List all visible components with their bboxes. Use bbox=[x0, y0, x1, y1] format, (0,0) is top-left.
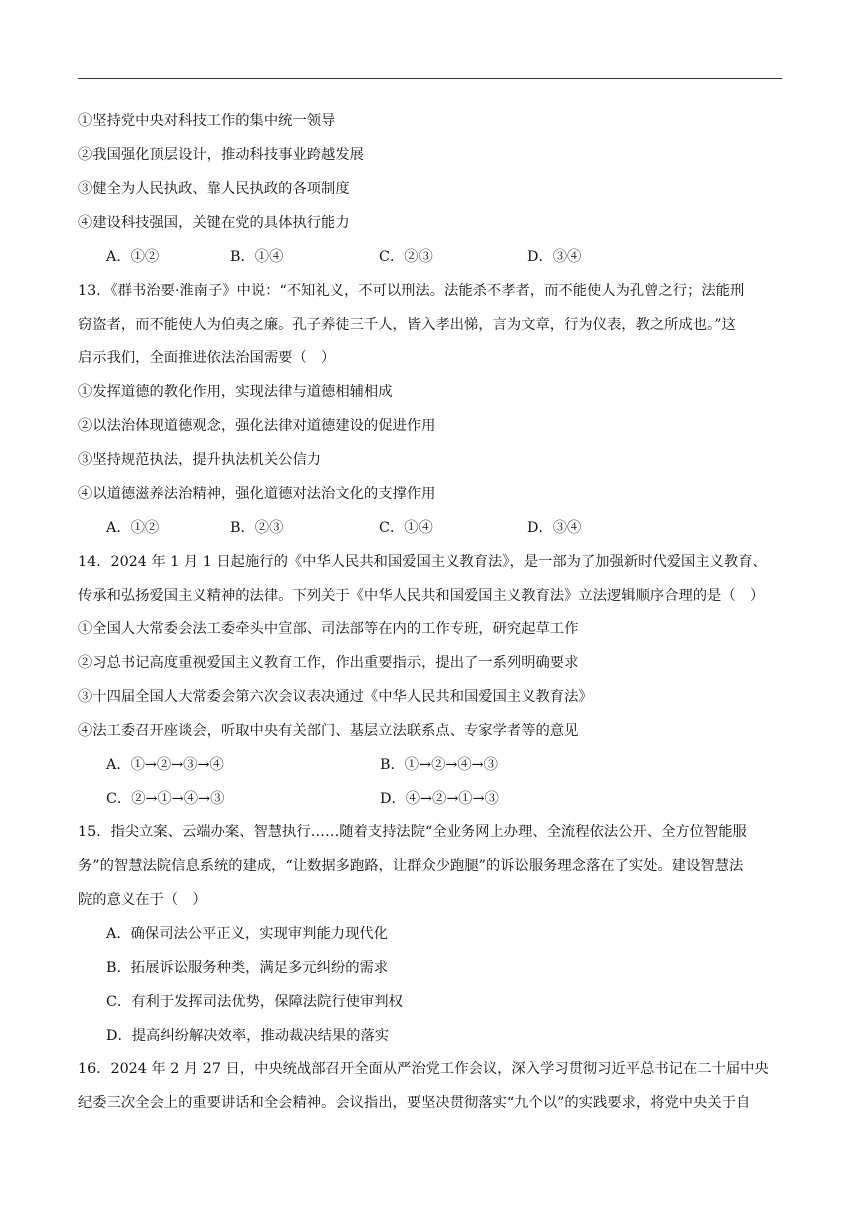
q12-option-b: B．①④ bbox=[230, 249, 284, 265]
q13-option-a: A．①② bbox=[106, 520, 160, 536]
q12-option-d: D．③④ bbox=[527, 249, 582, 265]
q14-option-d: D．④→②→①→③ bbox=[380, 791, 499, 807]
q13-stem-line-1: 13．《群书治要·淮南子》中说：“不知礼义，不可以刑法。法能杀不孝者，而不能使人为孔曾之行；法能刑 bbox=[78, 283, 745, 299]
q16-stem-line-1: 16．2024 年 2 月 27 日，中央统战部召开全面从严治党工作会议，深入学习贯彻习近平总书记在二十届中央 bbox=[78, 1061, 769, 1077]
q14-statement-1: ①全国人大常委会法工委牵头中宣部、司法部等在内的工作专班，研究起草工作 bbox=[78, 621, 579, 637]
q13-option-c: C．①④ bbox=[379, 520, 433, 536]
q13-statement-4: ④以道德滋养法治精神，强化道德对法治文化的支撑作用 bbox=[78, 486, 436, 502]
q15-option-b: B．拓展诉讼服务种类，满足多元纠纷的需求 bbox=[106, 960, 389, 976]
q12-statement-1: ①坚持党中央对科技工作的集中统一领导 bbox=[78, 113, 336, 129]
q14-statement-3: ③十四届全国人大常委会第六次会议表决通过《中华人民共和国爱国主义教育法》 bbox=[78, 689, 593, 705]
q14-statement-4: ④法工委召开座谈会，听取中央有关部门、基层立法联系点、专家学者等的意见 bbox=[78, 723, 579, 739]
q14-option-b: B．①→②→④→③ bbox=[380, 757, 498, 773]
q13-statement-3: ③坚持规范执法，提升执法机关公信力 bbox=[78, 452, 322, 468]
header-rule bbox=[78, 78, 782, 79]
q14-option-a: A．①→②→③→④ bbox=[106, 757, 224, 773]
q13-statement-2: ②以法治体现道德观念，强化法律对道德建设的促进作用 bbox=[78, 418, 436, 434]
q12-option-c: C．②③ bbox=[379, 249, 433, 265]
q13-stem-line-3: 启示我们，全面推进依法治国需要（ ） bbox=[78, 350, 336, 366]
q14-statement-2: ②习总书记高度重视爱国主义教育工作，作出重要指示，提出了一系列明确要求 bbox=[78, 655, 579, 671]
q14-stem-line-1: 14．2024 年 1 月 1 日起施行的《中华人民共和国爱国主义教育法》，是一部为了加强新时代爱国主义教育、 bbox=[78, 554, 767, 570]
q15-stem-line-3: 院的意义在于（ ） bbox=[78, 892, 207, 908]
q15-option-d: D．提高纠纷解决效率，推动裁决结果的落实 bbox=[106, 1028, 390, 1044]
q13-option-d: D．③④ bbox=[527, 520, 582, 536]
q12-option-a: A．①② bbox=[106, 249, 160, 265]
q12-statement-2: ②我国强化顶层设计，推动科技事业跨越发展 bbox=[78, 147, 364, 163]
q13-option-b: B．②③ bbox=[230, 520, 284, 536]
q13-stem-line-2: 窃盗者，而不能使人为伯夷之廉。孔子养徒三千人，皆入孝出悌，言为文章，行为仪表，教之所成也。”这 bbox=[78, 317, 736, 333]
q12-statement-3: ③健全为人民执政、靠人民执政的各项制度 bbox=[78, 181, 350, 197]
q15-stem-line-1: 15．指尖立案、云端办案、智慧执行……随着支持法院“全业务网上办理、全流程依法公开、全方位智能服 bbox=[78, 824, 747, 840]
q14-stem-line-2: 传承和弘扬爱国主义精神的法律。下列关于《中华人民共和国爱国主义教育法》立法逻辑顺序合理的是（ ） bbox=[78, 588, 765, 604]
q15-stem-line-2: 务”的智慧法院信息系统的建成，“让数据多跑路，让群众少跑腿”的诉讼服务理念落在了实处。建设智慧法 bbox=[78, 858, 744, 874]
q16-stem-line-2: 纪委三次全会上的重要讲话和全会精神。会议指出，要坚决贯彻落实“九个以”的实践要求，将党中央关于自 bbox=[78, 1095, 751, 1111]
q13-statement-1: ①发挥道德的教化作用，实现法律与道德相辅相成 bbox=[78, 384, 393, 400]
q12-statement-4: ④建设科技强国，关键在党的具体执行能力 bbox=[78, 215, 350, 231]
q14-option-c: C．②→①→④→③ bbox=[106, 791, 225, 807]
q15-option-a: A．确保司法公平正义，实现审判能力现代化 bbox=[106, 926, 388, 942]
q15-option-c: C．有利于发挥司法优势，保障法院行使审判权 bbox=[106, 994, 403, 1010]
